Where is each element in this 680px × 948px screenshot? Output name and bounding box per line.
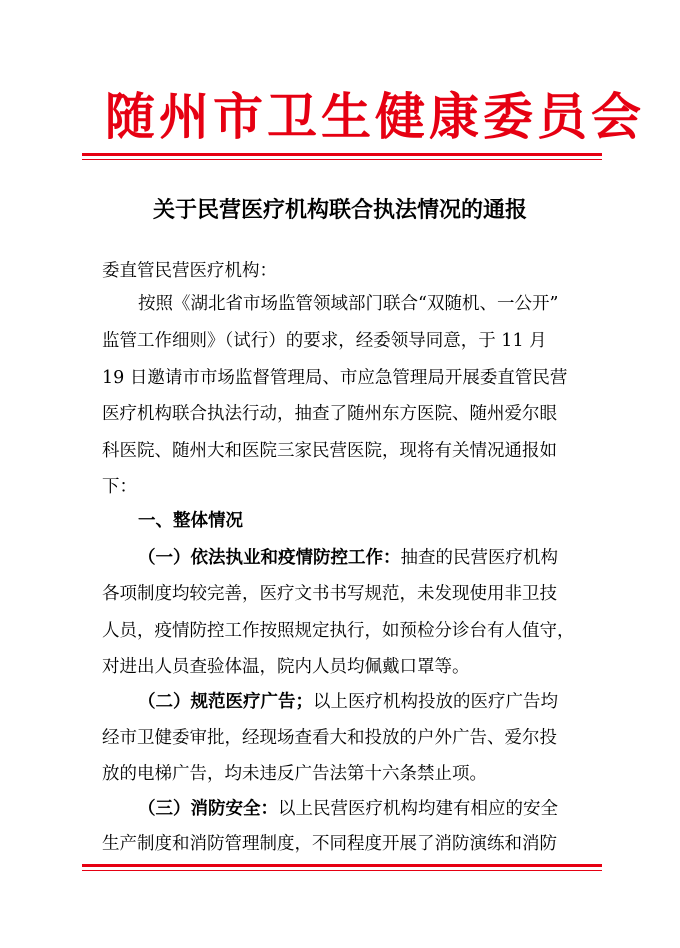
intro-line: 监管工作细则》（试行）的要求，经委领导同意，于 11 月 [102, 331, 547, 351]
intro-line: 科医院、随州大和医院三家民营医院，现将有关情况通报如 [102, 441, 557, 461]
item-label: （三）消防安全： [138, 799, 278, 819]
item-text: 抽查的民营医疗机构 [400, 548, 558, 568]
masthead-org-name: 随州市卫生健康委员会 [105, 87, 645, 146]
document-title: 关于民营医疗机构联合执法情况的通报 [152, 197, 527, 223]
item-text: 以上民营医疗机构均建有相应的安全 [278, 799, 558, 819]
paragraph-line: 对进出人员查验体温，院内人员均佩戴口罩等。 [102, 657, 470, 677]
item-label: （二）规范医疗广告； [138, 692, 313, 712]
masthead-rule-thick [82, 153, 602, 156]
paragraph-line: 放的电梯广告，均未违反广告法第十六条禁止项。 [102, 764, 487, 784]
intro-line: 下： [102, 477, 137, 497]
paragraph-line [138, 546, 558, 570]
paragraph-line: 各项制度均较完善，医疗文书书写规范，未发现使用非卫技 [102, 584, 557, 604]
paragraph-line [138, 797, 558, 821]
paragraph-line [138, 690, 558, 714]
paragraph-line: 经市卫健委审批，经现场查看大和投放的户外广告、爱尔投 [102, 728, 557, 748]
intro-line: 按照《湖北省市场监管领域部门联合“双随机、一公开” [138, 294, 559, 314]
salutation: 委直管民营医疗机构： [102, 261, 277, 281]
footer-rule-thick [82, 864, 602, 867]
intro-line: 19 日邀请市市场监督管理局、市应急管理局开展委直管民营 [102, 368, 568, 388]
item-text: 以上医疗机构投放的医疗广告均 [313, 692, 558, 712]
paragraph-line: 生产制度和消防管理制度，不同程度开展了消防演练和消防 [102, 834, 557, 854]
section-heading: 一、整体情况 [138, 511, 243, 531]
footer-rule-thin [82, 870, 602, 871]
item-label: （一）依法执业和疫情防控工作： [138, 548, 401, 568]
paragraph-line: 人员，疫情防控工作按照规定执行，如预检分诊台有人值守， [102, 621, 575, 641]
intro-line: 医疗机构联合执法行动，抽查了随州东方医院、随州爱尔眼 [102, 404, 557, 424]
masthead-rule-thin [82, 159, 602, 160]
